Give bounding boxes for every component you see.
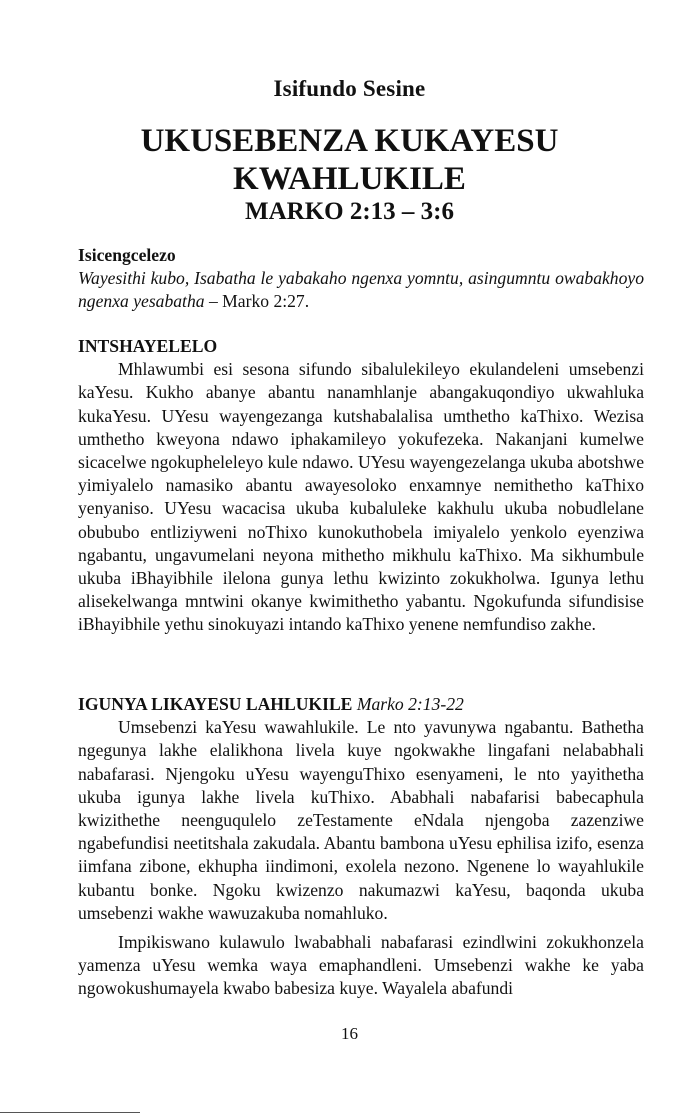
memory-verse-body	[78, 267, 644, 313]
page-number: 16	[341, 1024, 358, 1043]
memory-verse	[78, 244, 644, 314]
memory-verse-reference: – Marko 2:27.	[204, 291, 310, 312]
section-introduction	[78, 335, 644, 637]
footer-rule	[0, 1112, 140, 1113]
section-heading-line	[78, 693, 644, 716]
section-reference: Marko 2:13-22	[356, 694, 464, 714]
section-heading-introduction: INTSHAYELELO	[78, 336, 218, 356]
title-line-2: KWAHLUKILE	[233, 161, 466, 197]
section-authority	[78, 693, 644, 1001]
memory-verse-label: Isicengcelezo	[78, 245, 176, 265]
section-paragraph: Impikiswano kulawulo lwababhali nabafarasi ezindlwini zokukhonzela yamenza uYesu wemka waya emaphandleni. Umsebenzi wakhe ke yaba ngowokushumayela kwabo babesiza kuye. Wayalela abafundi	[78, 932, 644, 999]
title-line-1: UKUSEBENZA KUKAYESU	[140, 123, 559, 159]
page-title	[0, 122, 699, 198]
section-heading-authority: IGUNYA LIKAYESU LAHLUKILE	[78, 694, 353, 714]
section-paragraph: Mhlawumbi esi sesona sifundo sibalulekileyo ekulandeleni umsebenzi kaYesu. Kukho abanye abantu nanamhlanje abangakuqondiyo ukwahluka kukaYesu. UYesu wayengezanga kutshabalalisa umthetho kaThixo. Wezisa umthetho kweyona ndawo iphakamileyo yokufezeka. Nakanjani kumelwe sicacelwe ngokupheleleyo kule ndawo. UYesu wayengezelanga ukuba abotshwe yimiyalelo namasiko abantu awayesoloko enxamnye nemithetho kaThixo yenyaniso. UYesu wacacisa ukuba kubaluleke kakhulu ukuba nobudlelane obububo entliziyweni noThixo kunokuthobela imiyalelo yenkolo eyenziwa ngabantu, ungavumelani neyona mithetho mikhulu kaThixo. Ma sikhumbule ukuba iBhayibhile ilelona gunya lethu kwizinto zokukholwa. Igunya lethu alisekelwanga mntwini okanye kwimithetho yabantu. Ngokufunda sifundisise iBhayibhile yethu sinokuyazi intando kaThixo yenene nemfundiso zakhe.	[78, 359, 644, 635]
lesson-label: Isifundo Sesine	[273, 76, 426, 101]
scripture-reference: MARKO 2:13 – 3:6	[245, 198, 454, 225]
memory-verse-text: Wayesithi kubo, Isabatha le yabakaho ngenxa yomntu, asingumntu owabakhoyo ngenxa yesabatha	[78, 268, 644, 312]
section-paragraph: Umsebenzi kaYesu wawahlukile. Le nto yavunywa ngabantu. Bathetha ngegunya lakhe elalikhona livela kuye ngokwakhe lingafani nelababhali nabafarasi. Njengoku uYesu wayenguThixo esenyameni, le nto yayithetha ukuba igunya lakhe livela kuThixo. Ababhali nabafarisi babecaphula kwizithethe neenguqulelo zeTestamente eNdala njengoba zazenziwe ngabefundisi neetitshala zakudala. Abantu bambona uYesu ephilisa izifo, esenza iimfana zibone, ekhupha iindimoni, exolela nezono. Ngenene lo wayahlukile kubantu bonke. Ngoku kwizenzo nakumazwi kaYesu, baqonda ukuba umsebenzi wakhe wawuzakuba nomahluko.	[78, 717, 644, 923]
